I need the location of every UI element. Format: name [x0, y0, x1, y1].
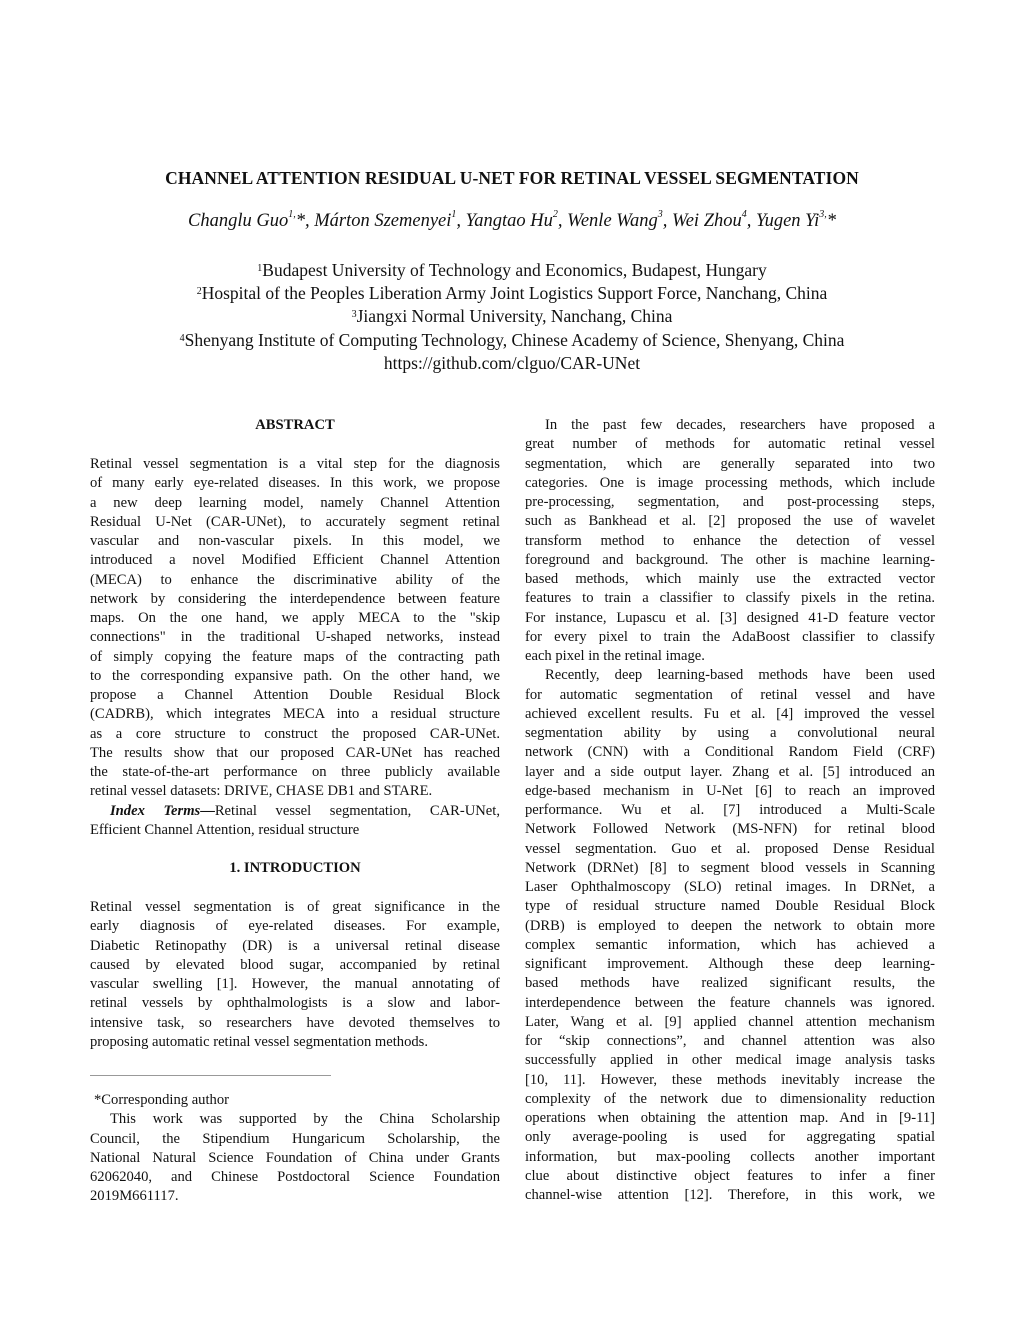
text-line: only average-pooling is used for aggregating spatial — [525, 1129, 935, 1146]
text-line: vessel segmentation. Guo et al. proposed Dense Residual — [525, 840, 935, 857]
text-line: complexity of the network due to dimensionality reduction — [525, 1090, 935, 1107]
text-line: Recently, deep learning-based methods have been used — [545, 667, 935, 684]
author: Márton Szemenyei$^1$ — [314, 209, 457, 231]
text-line: type of residual structure named Double Residual Block — [525, 898, 935, 915]
text-line: great number of methods for automatic retinal vessel — [525, 436, 935, 453]
text-line: for every pixel to train the AdaBoost classifier to classify — [525, 628, 935, 645]
text-line: significant improvement. Although these deep learning- — [525, 956, 935, 972]
text-line: segmentation, which are generally separated into two — [525, 455, 935, 472]
text-line: performance. Wu et al. [7] introduced a Multi-Scale — [525, 802, 935, 818]
text-line: caused by elevated blood sugar, accompanied by retinal — [90, 956, 500, 973]
paper-title: CHANNEL ATTENTION RESIDUAL U-NET FOR RETINAL VESSEL SEGMENTATION — [165, 168, 859, 188]
text-line: National Natural Science Foundation of China under Grants — [90, 1149, 500, 1166]
text-line: segmentation ability by using a convolutional neural — [525, 725, 935, 741]
affiliation-list — [0, 259, 1024, 375]
text-line: interdependence between the feature channels was ignored. — [525, 994, 935, 1011]
text-line: for “skip connections”, and channel attention was also — [525, 1033, 935, 1049]
text-line: a new deep learning model, namely Channel Attention — [90, 494, 500, 511]
text-line: successfully applied in other medical image analysis tasks — [525, 1052, 935, 1069]
affiliation: $^2$Hospital of the Peoples Liberation Army Joint Logistics Support Force, Nanchang, China — [196, 283, 828, 304]
text-line: network (CNN) with a Conditional Random Field (CRF) — [525, 744, 935, 761]
affiliation: $^1$Budapest University of Technology and Economics, Budapest, Hungary — [257, 260, 767, 280]
text-line: transform method to enhance the detection of vessel — [525, 532, 935, 549]
text-line: Retinal vessel segmentation is a vital step for the diagnosis — [90, 456, 500, 472]
text-line: In the past few decades, researchers have proposed a — [545, 417, 935, 433]
introduction-body-right — [525, 416, 935, 1205]
footnote — [90, 1091, 500, 1207]
affiliation: $^4$Shenyang Institute of Computing Technology, Chinese Academy of Science, Shenyang, China — [179, 329, 845, 350]
affiliation: https://github.com/clguo/CAR-UNet — [383, 352, 641, 373]
paragraph — [90, 455, 500, 802]
text-line: Later, Wang et al. [9] applied channel attention mechanism — [525, 1013, 935, 1030]
abstract-heading: ABSTRACT — [255, 417, 335, 433]
text-line: each pixel in the retinal image. — [525, 648, 705, 664]
text-line: clue about distinctive object features to infer a finer — [525, 1167, 935, 1184]
paragraph — [90, 1110, 500, 1206]
author: Wei Zhou$^4$ — [672, 209, 747, 231]
text-line: retinal vessels by ophthalmologists is a slow and labor- — [90, 995, 500, 1012]
author: Changlu Guo$^{1,}$* — [188, 209, 305, 231]
text-line: complex semantic information, which has achieved a — [525, 936, 935, 953]
affiliation: $^3$Jiangxi Normal University, Nanchang, China — [351, 306, 673, 327]
text-line: connections" in the traditional U-shaped networks, instead — [90, 629, 500, 646]
index-terms-text: Retinal vessel segmentation, CAR-UNet, — [214, 802, 500, 819]
text-line: early diagnosis of eye-related diseases. For example, — [90, 918, 500, 935]
author-list: Changlu Guo$^{1,}$*, Márton Szemenyei$^1$, Yangtao Hu$^2$, Wenle Wang$^3$, Wei Zhou$^4$, Yugen $Yi^{3,}*$ — [188, 209, 836, 231]
text-line: Council, the Stipendium Hungaricum Scholarship, the — [90, 1130, 500, 1147]
text-line: For instance, Lupascu et al. [3] designed 41-D feature vector — [525, 609, 935, 626]
text-line: based methods, which mainly use the extracted vector — [525, 571, 935, 587]
index-terms-line: Efficient Channel Attention, residual structure — [90, 821, 360, 838]
text-line: such as Bankhead et al. [2] proposed the use of wavelet — [525, 513, 935, 530]
text-line: of simply copying the feature maps of the contracting path — [90, 648, 500, 665]
text-line: the state-of-the-art performance on three publicly available — [90, 764, 500, 780]
text-line: (DRB) is employed to deepen the network to obtain more — [525, 917, 935, 934]
text-line: based methods have realized significant results, the — [525, 975, 935, 992]
text-line: The results show that our proposed CAR-UNet has reached — [90, 744, 500, 761]
text-line: (CADRB), which integrates MECA into a residual structure — [90, 706, 500, 723]
text-line: operations when obtaining the attention map. And in [9-11] — [525, 1110, 935, 1126]
text-line: vascular swelling [1]. However, the manual annotating of — [90, 976, 500, 992]
text-line: 62062040, and Chinese Postdoctoral Science Foundation — [90, 1169, 500, 1185]
text-line: Retinal vessel segmentation is of great significance in the — [90, 899, 500, 915]
text-line: for automatic segmentation of retinal vessel and have — [525, 686, 935, 703]
text-line: layer and a side output layer. Zhang et al. [5] introduced an — [525, 763, 935, 780]
text-line: achieved excellent results. Fu et al. [4] improved the vessel — [525, 705, 935, 722]
text-line: This work was supported by the China Scholarship — [110, 1111, 500, 1128]
text-line: network by considering the interdependence between feature — [90, 590, 500, 607]
introduction-heading: 1. INTRODUCTION — [229, 860, 361, 876]
author: Yugen $Yi^{3,}*$ — [755, 209, 836, 231]
text-line: to the corresponding expansive path. On the other hand, we — [90, 667, 500, 684]
text-line: Network Followed Network (MS-NFN) for retinal blood — [525, 821, 935, 838]
text-line: edge-based mechanism in U-Net [6] to reach an improved — [525, 782, 935, 799]
author: Yangtao Hu$^2$ — [465, 209, 558, 231]
text-line: information, but max-pooling collects another important — [525, 1148, 935, 1165]
introduction-body-left — [90, 898, 500, 1052]
author: Wenle Wang$^3$ — [567, 209, 663, 231]
text-line: (MECA) to enhance the discriminative ability of the — [90, 571, 500, 588]
text-line: vascular and non-vascular pixels. In this model, we — [90, 533, 500, 549]
text-line: retinal vessel datasets: DRIVE, CHASE DB1 and STARE. — [90, 783, 433, 800]
index-terms-label: Index Terms — [110, 802, 201, 819]
text-line: Diabetic Retinopathy (DR) is a universal retinal disease — [90, 937, 500, 954]
text-line: Laser Ophthalmoscopy (SLO) retinal images. In DRNet, a — [525, 879, 935, 895]
text-line: of many early eye-related diseases. In this work, we propose — [90, 475, 500, 492]
text-line: Network (DRNet) [8] to segment blood vessels in Scanning — [525, 859, 935, 876]
paragraph — [525, 666, 935, 1205]
text-line: introduced a novel Modified Efficient Channel Attention — [90, 552, 500, 569]
text-line: propose a Channel Attention Double Residual Block — [90, 687, 500, 703]
text-line: Residual U-Net (CAR-UNet), to accurately segment retinal — [90, 513, 500, 530]
text-line: foreground and background. The other is machine learning- — [525, 551, 935, 568]
text-line: features to train a classifier to classify pixels in the retina. — [525, 590, 935, 607]
text-line: [10, 11]. However, these methods inevitably increase the — [525, 1071, 935, 1088]
corresponding-author-note: *Corresponding author — [94, 1092, 229, 1108]
footnote-divider — [90, 1075, 331, 1076]
text-line: channel-wise attention [12]. Therefore, in this work, we — [525, 1187, 935, 1203]
text-line: pre-processing, segmentation, and post-processing steps, — [525, 494, 935, 510]
index-terms-line — [90, 802, 500, 821]
abstract-body — [90, 455, 500, 840]
paragraph — [525, 416, 935, 666]
text-line: 2019M661117. — [90, 1188, 179, 1205]
index-terms-dash: — — [200, 802, 215, 819]
paragraph — [90, 898, 500, 1052]
text-line: categories. One is image processing methods, which include — [525, 474, 935, 491]
text-line: intensive task, so researchers have devoted themselves to — [90, 1014, 500, 1031]
text-line: as a core structure to construct the proposed CAR-UNet. — [90, 725, 500, 742]
text-line: maps. On the one hand, we apply MECA to the "skip — [90, 610, 500, 626]
text-line: proposing automatic retinal vessel segmentation methods. — [90, 1033, 429, 1050]
